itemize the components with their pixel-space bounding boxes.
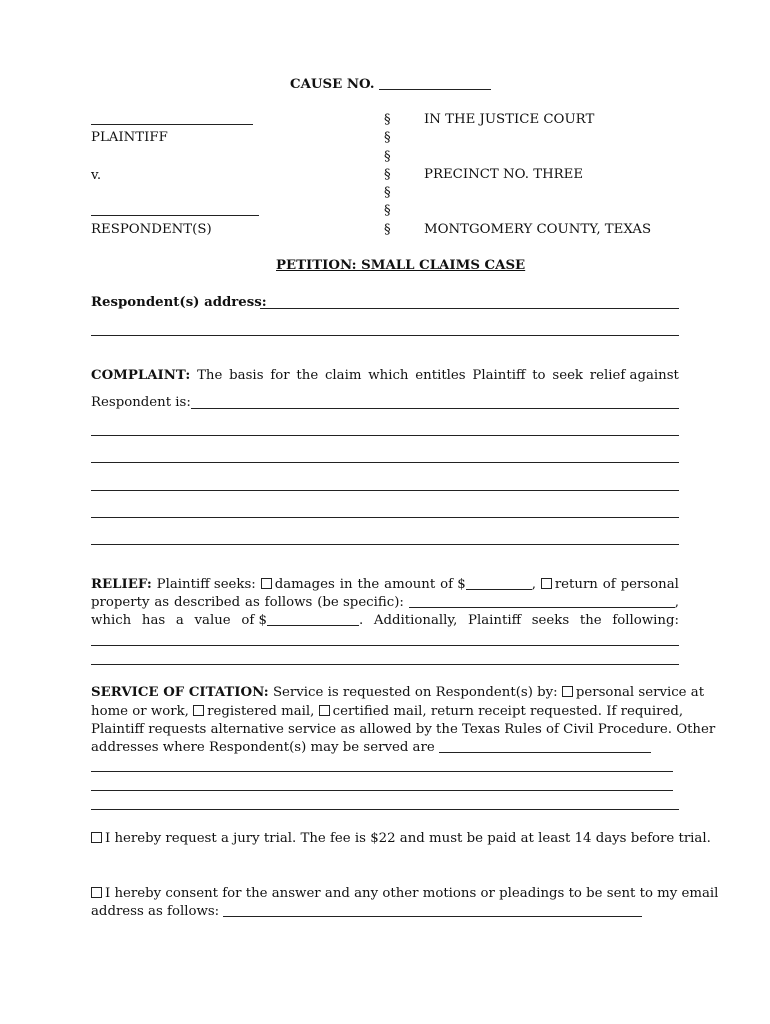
service-line-3: Plaintiff requests alternative service as allowed by the Texas Rules of Civil Procedure. Other [91,722,716,737]
damages-amount-field[interactable] [466,589,532,590]
service-line-1: SERVICE OF CITATION: Service is requested on Respondent(s) by: personal service at [91,685,705,700]
property-value-field[interactable] [267,625,359,626]
personal-service-checkbox[interactable] [562,686,573,697]
section-symbol: § [384,185,391,200]
complaint-field[interactable] [191,408,679,409]
plaintiff-name-field[interactable] [91,124,253,125]
email-consent-checkbox[interactable] [91,887,102,898]
complaint-field-4[interactable] [91,490,679,491]
relief-line-2: property as described as follows (be specific): , [91,595,679,610]
relief-line-3: which has a value of $ . Additionally, Plaintiff seeks the following: [91,613,679,628]
complaint-field-6[interactable] [91,544,679,545]
section-symbol: § [384,167,391,182]
county-name: MONTGOMERY COUNTY, TEXAS [424,222,652,237]
plaintiff-label: PLAINTIFF [91,130,168,145]
page-title: PETITION: SMALL CLAIMS CASE [276,258,526,273]
section-symbol: § [384,112,391,127]
versus-label: v. [91,168,102,183]
email-consent-line-1: I hereby consent for the answer and any other motions or pleadings to be sent to my email [91,886,718,901]
alternative-address-field[interactable] [439,752,651,753]
jury-trial-line: I hereby request a jury trial. The fee is $22 and must be paid at least 14 days before trial. [91,831,711,846]
complaint-line-2: Respondent is: [91,395,191,410]
cause-number-field[interactable] [379,89,491,90]
complaint-line-1: COMPLAINT: The basis for the claim which entitles Plaintiff to seek relief against [91,368,679,383]
section-symbol: § [384,149,391,164]
complaint-field-5[interactable] [91,517,679,518]
damages-checkbox[interactable] [261,578,272,589]
complaint-field-2[interactable] [91,435,679,436]
section-symbol: § [384,222,391,237]
certified-mail-checkbox[interactable] [319,705,330,716]
service-line-4: addresses where Respondent(s) may be served are [91,740,651,755]
precinct-number: PRECINCT NO. THREE [424,167,584,182]
court-name: IN THE JUSTICE COURT [424,112,595,127]
relief-additional-field-2[interactable] [91,664,679,665]
property-description-field[interactable] [409,607,675,608]
service-label: SERVICE OF CITATION: [91,685,269,700]
alternative-address-field-3[interactable] [91,790,673,791]
jury-trial-checkbox[interactable] [91,832,102,843]
alternative-address-field-2[interactable] [91,771,673,772]
relief-label: RELIEF: [91,577,152,592]
alternative-address-field-4[interactable] [91,809,679,810]
relief-line-1: RELIEF: Plaintiff seeks: damages in the amount of $ , return of personal [91,577,679,592]
respondent-address-label: Respondent(s) address: [91,295,267,310]
email-consent-line-2: address as follows: [91,904,642,919]
section-symbol: § [384,203,391,218]
section-symbol: § [384,130,391,145]
cause-number-label: CAUSE NO. [290,77,491,92]
return-property-checkbox[interactable] [541,578,552,589]
registered-mail-checkbox[interactable] [193,705,204,716]
respondent-address-field[interactable] [260,308,679,309]
respondent-address-field-2[interactable] [91,335,679,336]
email-address-field[interactable] [223,916,642,917]
respondent-name-field[interactable] [91,215,259,216]
service-line-2: home or work, registered mail, certified mail, return receipt requested. If required, [91,704,684,719]
respondent-label: RESPONDENT(S) [91,222,212,237]
complaint-label: COMPLAINT: [91,368,191,383]
complaint-field-3[interactable] [91,462,679,463]
relief-additional-field[interactable] [91,645,679,646]
